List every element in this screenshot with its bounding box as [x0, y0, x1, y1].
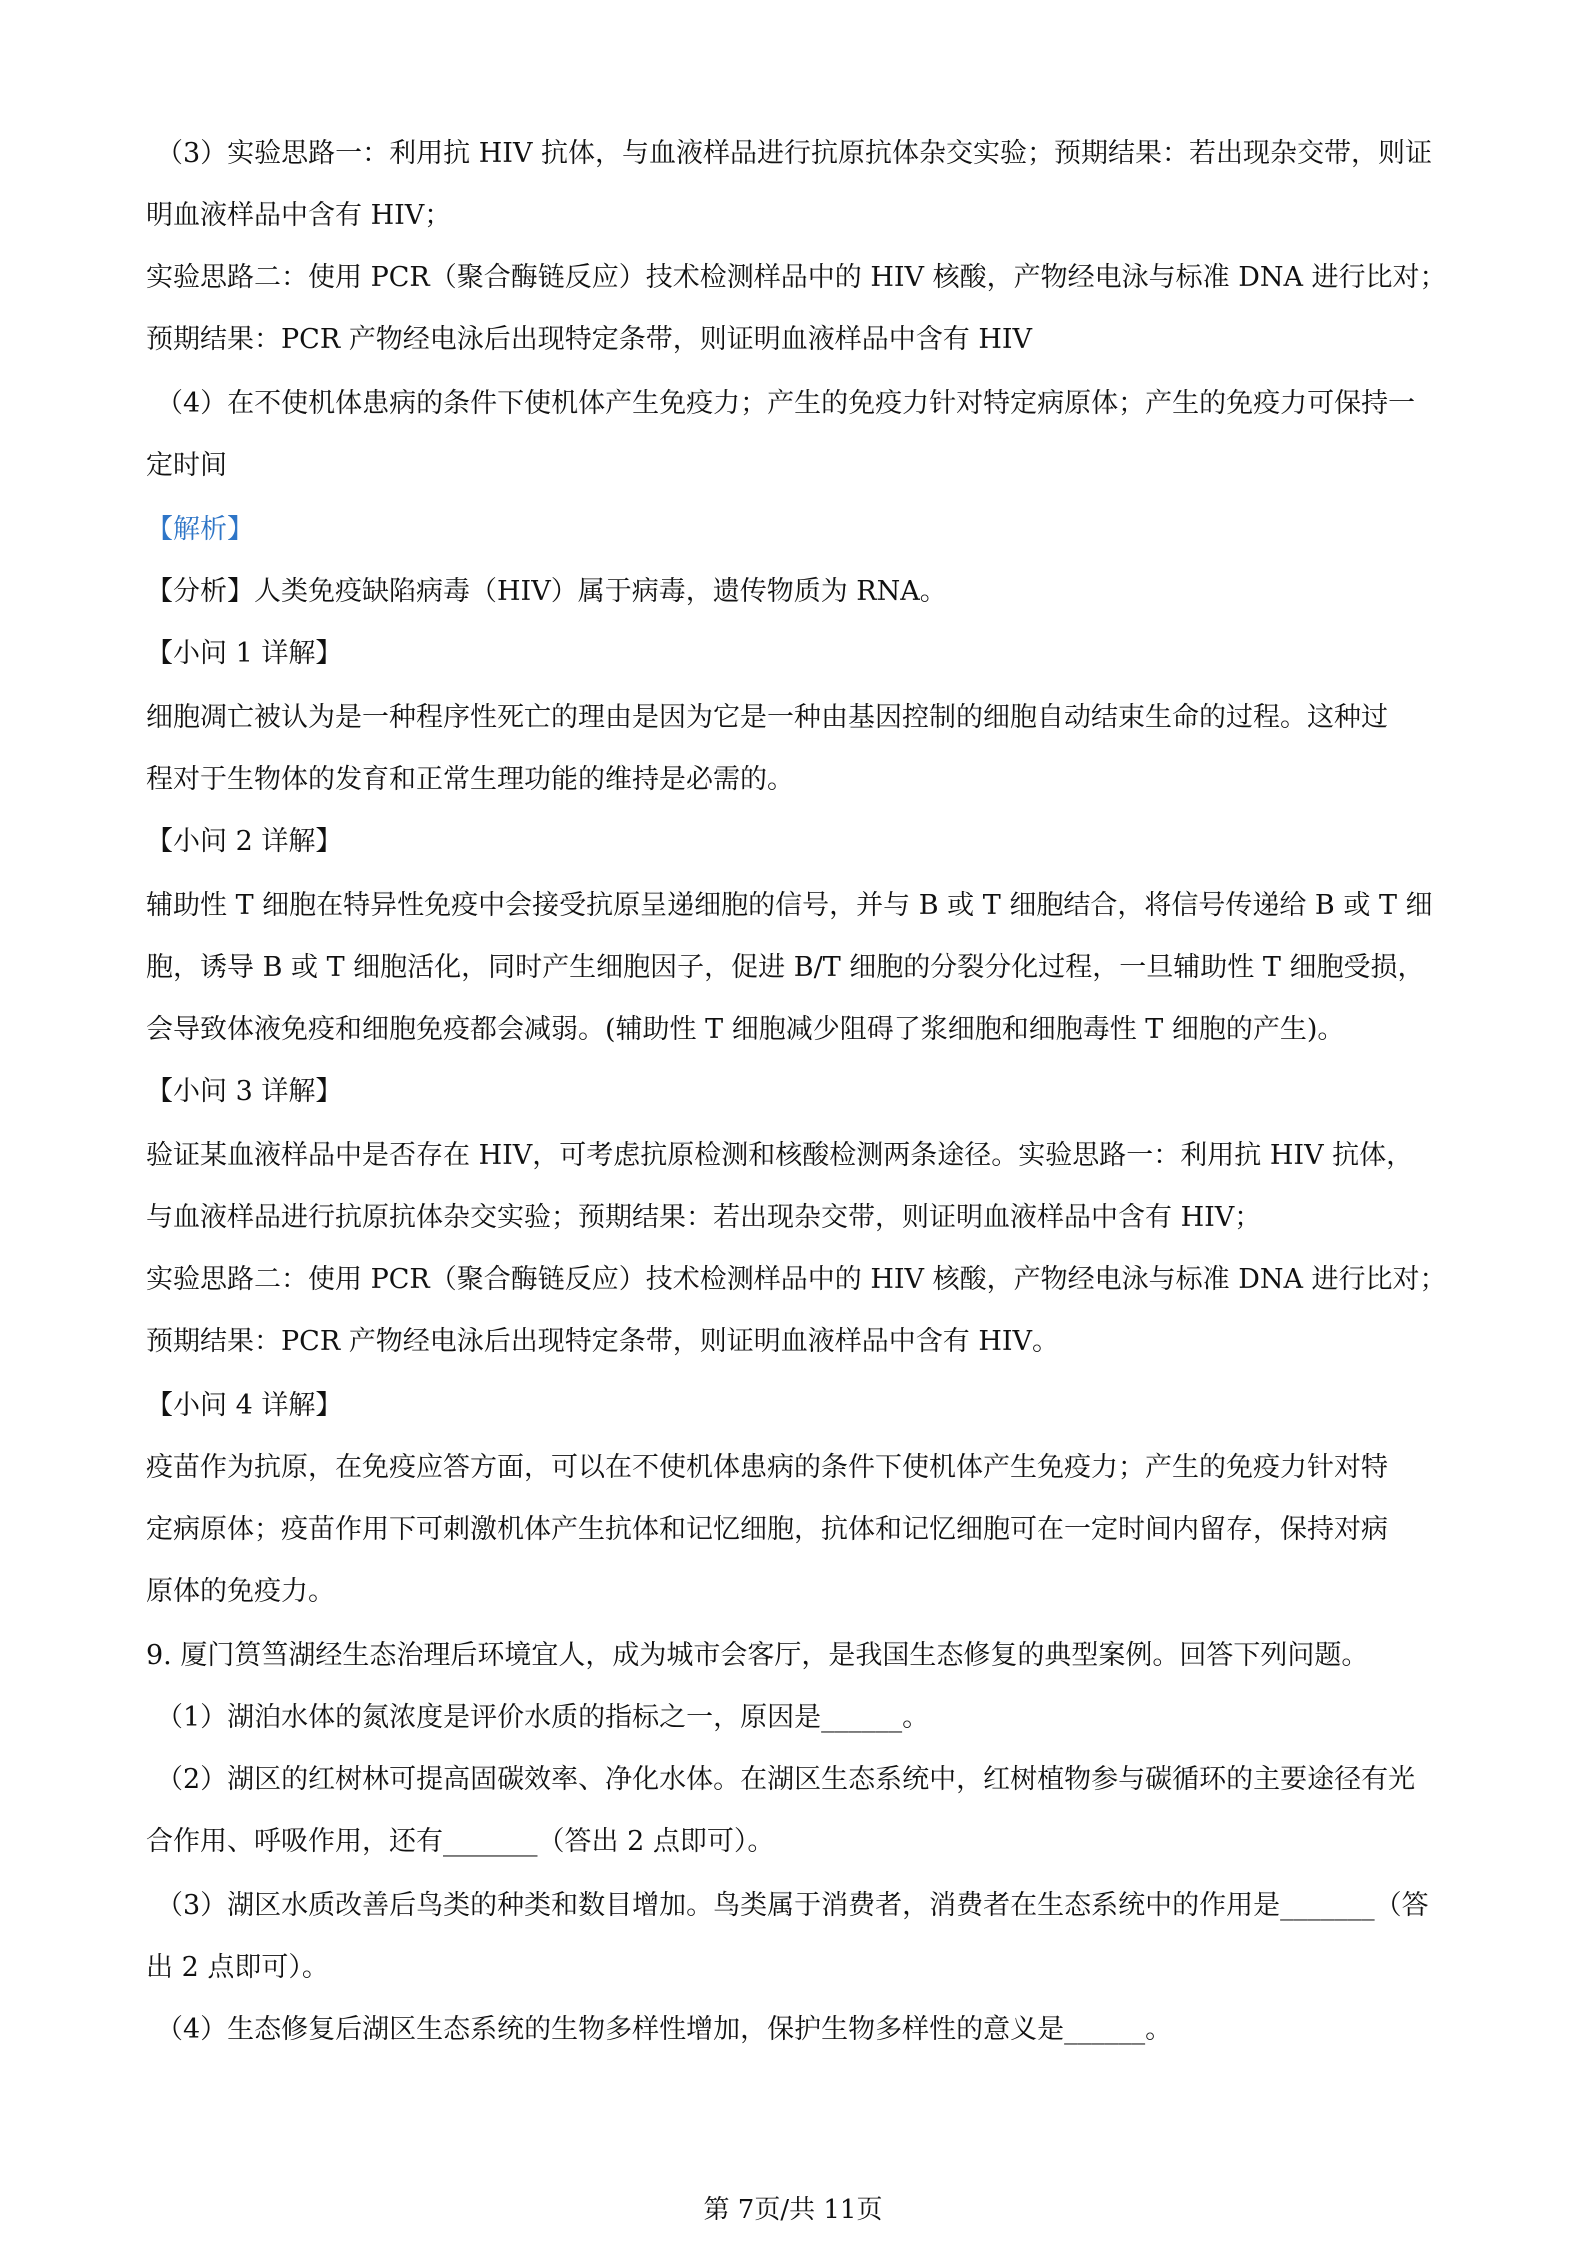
answer-q4-line: （4）在不使机体患病的条件下使机体产生免疫力；产生的免疫力针对特定病原体；产生的免疫力可保持一: [156, 388, 1416, 419]
sub-question-heading: 【小问 2 详解】: [146, 826, 343, 857]
question-stem: 9. 厦门筼筜湖经生态治理后环境宜人，成为城市会客厅，是我国生态修复的典型案例。回答下列问题。: [146, 1640, 1369, 1671]
explanation-line: 定病原体；疫苗作用下可刺激机体产生抗体和记忆细胞，抗体和记忆细胞可在一定时间内留存，保持对病: [146, 1514, 1388, 1545]
explanation-line: 胞，诱导 B 或 T 细胞活化，同时产生细胞因子，促进 B/T 细胞的分裂分化过程，一旦辅助性 T 细胞受损，: [146, 952, 1425, 983]
explanation-line: 原体的免疫力。: [146, 1576, 335, 1607]
analysis-overview: 【分析】人类免疫缺陷病毒（HIV）属于病毒，遗传物质为 RNA。: [146, 576, 947, 607]
explanation-line: 辅助性 T 细胞在特异性免疫中会接受抗原呈递细胞的信号，并与 B 或 T 细胞结合，将信号传递给 B 或 T 细: [146, 890, 1433, 921]
explanation-line: 细胞凋亡被认为是一种程序性死亡的理由是因为它是一种由基因控制的细胞自动结束生命的过程。这种过: [146, 702, 1388, 733]
sub-question-heading: 【小问 1 详解】: [146, 638, 343, 669]
sub-question-heading: 【小问 3 详解】: [146, 1076, 343, 1107]
question-part: 出 2 点即可）。: [146, 1952, 329, 1983]
answer-q3-line: 实验思路二：使用 PCR（聚合酶链反应）技术检测样品中的 HIV 核酸，产物经电泳与标准 DNA 进行比对；: [146, 262, 1447, 293]
question-part: （4）生态修复后湖区生态系统的生物多样性增加，保护生物多样性的意义是______。: [156, 2014, 1173, 2045]
answer-q4-line: 定时间: [146, 450, 227, 481]
analysis-label: 【解析】: [146, 514, 254, 545]
sub-question-heading: 【小问 4 详解】: [146, 1390, 343, 1421]
question-part: （2）湖区的红树林可提高固碳效率、净化水体。在湖区生态系统中，红树植物参与碳循环的主要途径有光: [156, 1764, 1416, 1795]
question-part: 合作用、呼吸作用，还有_______（答出 2 点即可）。: [146, 1826, 775, 1857]
explanation-line: 会导致体液免疫和细胞免疫都会减弱。(辅助性 T 细胞减少阻碍了浆细胞和细胞毒性 T 细胞的产生)。: [146, 1014, 1345, 1045]
explanation-line: 与血液样品进行抗原抗体杂交实验；预期结果：若出现杂交带，则证明血液样品中含有 HIV；: [146, 1202, 1262, 1233]
explanation-line: 验证某血液样品中是否存在 HIV，可考虑抗原检测和核酸检测两条途径。实验思路一：利用抗 HIV 抗体，: [146, 1140, 1414, 1171]
question-part: （1）湖泊水体的氮浓度是评价水质的指标之一，原因是______。: [156, 1702, 930, 1733]
answer-q3-line: 明血液样品中含有 HIV；: [146, 200, 452, 231]
answer-q3-line: 预期结果：PCR 产物经电泳后出现特定条带，则证明血液样品中含有 HIV: [146, 324, 1033, 355]
explanation-line: 疫苗作为抗原，在免疫应答方面，可以在不使机体患病的条件下使机体产生免疫力；产生的免疫力针对特: [146, 1452, 1388, 1483]
explanation-line: 预期结果：PCR 产物经电泳后出现特定条带，则证明血液样品中含有 HIV。: [146, 1326, 1060, 1357]
explanation-line: 程对于生物体的发育和正常生理功能的维持是必需的。: [146, 764, 794, 795]
explanation-line: 实验思路二：使用 PCR（聚合酶链反应）技术检测样品中的 HIV 核酸，产物经电泳与标准 DNA 进行比对；: [146, 1264, 1447, 1295]
answer-q3-line: （3）实验思路一：利用抗 HIV 抗体，与血液样品进行抗原抗体杂交实验；预期结果：若出现杂交带，则证: [156, 138, 1433, 169]
page-number: 第 7页/共 11页: [703, 2195, 883, 2225]
question-part: （3）湖区水质改善后鸟类的种类和数目增加。鸟类属于消费者，消费者在生态系统中的作用是_______（答: [156, 1890, 1429, 1921]
